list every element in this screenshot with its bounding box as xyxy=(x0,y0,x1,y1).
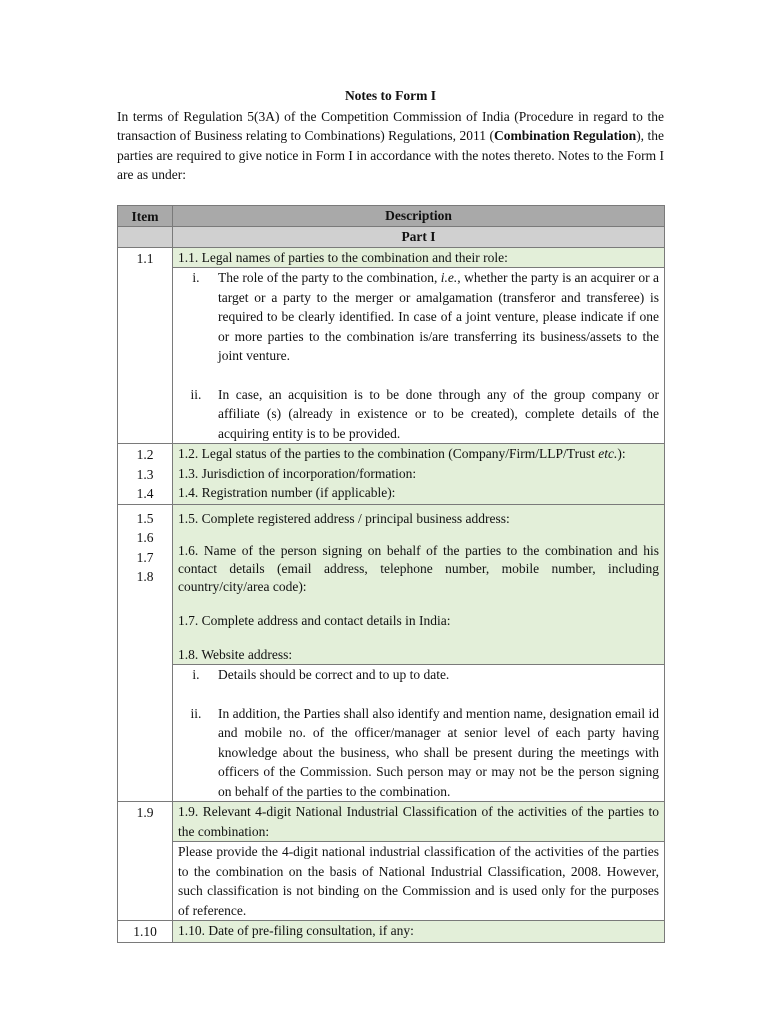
intro-paragraph xyxy=(117,107,664,185)
note-item xyxy=(178,665,659,685)
note-item xyxy=(178,385,659,444)
page-title: Notes to Form I xyxy=(344,88,437,103)
table-row xyxy=(118,247,665,268)
line-1-6: 1.6. Name of the person signing on behalf of the parties to the combination and his contact details (email address, telephone number, mobile number, including country/city/area code): xyxy=(178,543,659,594)
intro-text-1: In terms of Regulation 5(3A) of the Competition Commission of India (Procedure in regard to the transaction of Business relating to Combinations) Regulations, 2011 ( xyxy=(117,108,664,143)
line-1-5: 1.5. Complete registered address / principal business address: xyxy=(178,510,510,526)
table-row xyxy=(118,921,665,943)
part-item-cell xyxy=(118,227,173,248)
notes-cell: Please provide the 4-digit national industrial classification of the activities of the parties to the combination on the basis of National Industrial Classification, 2008. However, such classification is not binding on the Commission and is used only for the purposes of reference. xyxy=(173,842,665,921)
note-item xyxy=(178,704,659,802)
item-number: 1.1 xyxy=(118,247,173,444)
note-number: i. xyxy=(192,270,200,285)
table-row xyxy=(118,802,665,842)
note-text: In addition, the Parties shall also identify and mention name, designation email id and mobile no. of the officer/manager at senior level of each party having knowledge about the business, who shall be present during the meetings with officers of the Commission. Such person may or may not be the person signing on behalf of the parties to the combination. xyxy=(218,705,659,799)
table-row-notes xyxy=(118,842,665,921)
part-label: Part I xyxy=(173,227,665,248)
note-item xyxy=(178,268,659,366)
line-1-2: 1.2. Legal status of the parties to the combination (Company/Firm/LLP/Trust etc.): xyxy=(178,446,626,461)
item-number: 1.3 xyxy=(136,466,154,482)
table-row xyxy=(118,444,665,505)
note-text: Details should be correct and to up to date. xyxy=(218,667,450,682)
document-page xyxy=(117,86,664,943)
note-emphasis: i.e. xyxy=(440,270,458,285)
emphasis: etc. xyxy=(598,446,618,461)
notes-cell xyxy=(173,268,665,444)
row-heading: 1.1. Legal names of parties to the combination and their role: xyxy=(173,247,665,268)
line-1-8: 1.8. Website address: xyxy=(178,646,293,662)
line-1-4: 1.4. Registration number (if applicable): xyxy=(178,485,396,500)
note-number: ii. xyxy=(190,705,202,721)
item-number: 1.8 xyxy=(136,569,154,584)
row-heading xyxy=(173,504,665,665)
note-number: ii. xyxy=(190,386,202,402)
item-number: 1.4 xyxy=(136,486,154,501)
note-number: i. xyxy=(192,667,200,682)
notes-table xyxy=(117,205,665,943)
note-text: In case, an acquisition is to be done through any of the group company or affiliate (s) (already in existence or to be created), complete details of the acquiring entity is to be provided. xyxy=(218,386,659,441)
notes-cell xyxy=(173,665,665,802)
item-number: 1.5 xyxy=(136,510,154,526)
intro-bold-term: Combination Regulation xyxy=(493,128,637,143)
table-row-notes xyxy=(118,268,665,444)
header-description: Description xyxy=(173,205,665,227)
table-row-notes xyxy=(118,665,665,802)
note-text: The role of the party to the combination, i.e., whether the party is an acquirer or a target or a party to the merger or amalgamation (transferor and transferee) is required to be clearly identified. In case of a joint venture, please indicate if one or more parties to the combination is/are transferring its business/assets to the joint venture. xyxy=(218,270,659,363)
line-1-3: 1.3. Jurisdiction of incorporation/formation: xyxy=(178,465,417,481)
item-number: 1.7 xyxy=(136,549,154,565)
row-heading: 1.9. Relevant 4-digit National Industrial Classification of the activities of the parties to the combination: xyxy=(173,802,665,842)
item-number: 1.2 xyxy=(136,447,154,462)
item-number: 1.10 xyxy=(118,921,173,943)
item-number: 1.9 xyxy=(118,802,173,921)
item-numbers xyxy=(118,504,173,802)
item-number: 1.6 xyxy=(136,530,154,545)
item-numbers xyxy=(118,444,173,505)
row-heading: 1.10. Date of pre-filing consultation, if any: xyxy=(173,921,665,943)
intro-text-2: ), the parties are required to give notice in Form I in accordance with the notes thereto. Notes to the Form I are as under: xyxy=(117,128,665,182)
table-row xyxy=(118,504,665,665)
line-1-7: 1.7. Complete address and contact details in India: xyxy=(178,613,451,628)
header-item: Item xyxy=(118,205,173,227)
part-row xyxy=(118,227,665,248)
table-header-row xyxy=(118,205,665,227)
row-heading xyxy=(173,444,665,505)
